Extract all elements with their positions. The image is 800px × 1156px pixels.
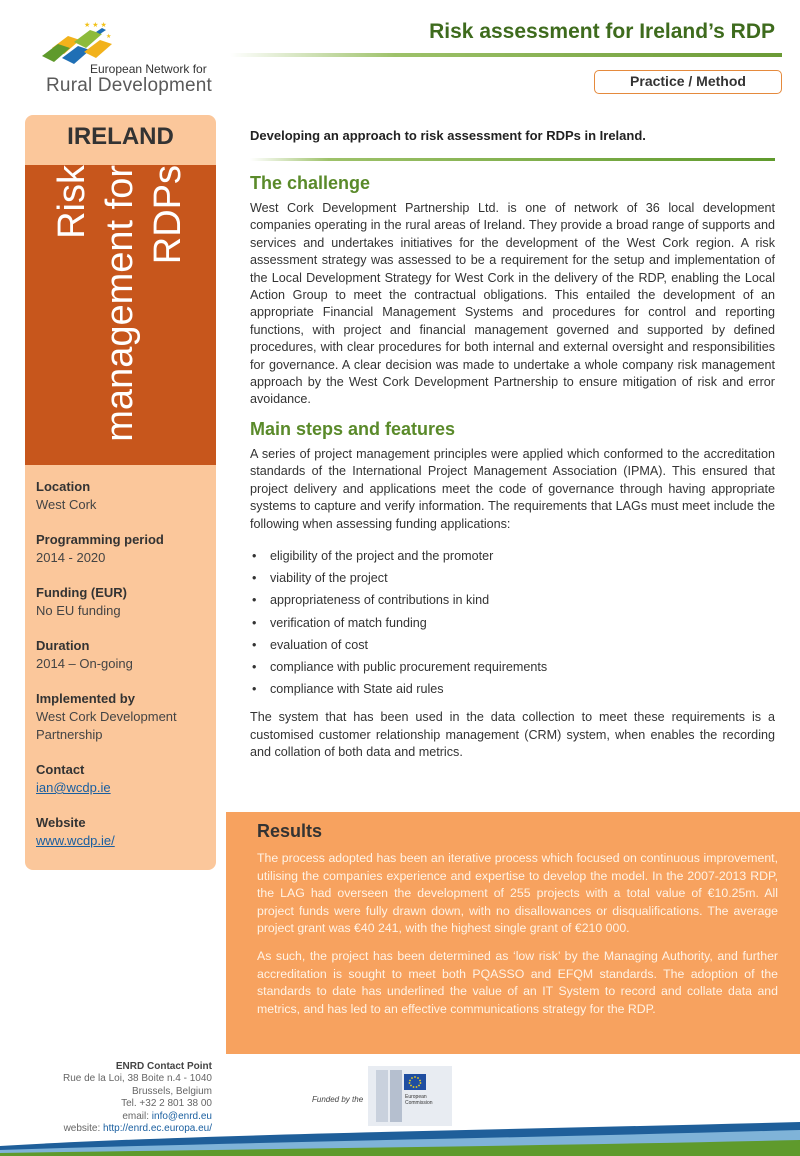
results-box (226, 812, 800, 1054)
fact-value: West Cork (36, 497, 97, 512)
ec-text-line2: Commission (405, 1100, 433, 1106)
results-paragraph: As such, the project has been determined as ‘low risk’ by the Managing Authority, and further accreditation is sought to meet both PQASSO and EFQM standards. The adoption of the standards to date has underlined the value of an IT System to record and collate data and metrics, and has led to an effective communications strategy for the RDP. (257, 948, 778, 1016)
contact-heading: ENRD Contact Point (115, 1061, 212, 1072)
fact-duration (36, 637, 211, 673)
address-line: Rue de la Loi, 38 Boite n.4 - 1040 (63, 1073, 212, 1085)
fact-label: Duration (36, 638, 90, 653)
svg-text:★ ★ ★: ★ ★ ★ (84, 22, 107, 29)
intro-divider (250, 158, 775, 161)
fact-label: Programming period (36, 532, 164, 547)
email-label: email: (122, 1110, 150, 1122)
fact-location (36, 478, 211, 514)
website-label: website: (63, 1123, 101, 1135)
fact-value: No EU funding (36, 603, 121, 618)
footer-wave-decoration (0, 1116, 800, 1156)
enrd-logo-icon (40, 18, 120, 68)
results-paragraph: The process adopted has been an iterative process which focused on continuous improvement, utilising the companies experience and expertise to develop the model. In the 2007-2013 RDP, the LAG had overseen the development of 255 projects with a total value of €10.25m. All project funds were fully drawn down, with no disallowances or disqualifications. The average project grant was €40 241, with the highest single grant of €210 000. (257, 851, 778, 936)
phone-number: Tel. +32 2 801 38 00 (121, 1098, 212, 1110)
contact-email-link[interactable]: ian@wcdp.ie (36, 780, 111, 795)
challenge-heading: The challenge (250, 173, 371, 193)
project-facts (36, 478, 211, 867)
challenge-text: West Cork Development Partnership Ltd. is one of network of 36 local development companies operating in the rural areas of Ireland. They provide a broad range of supports and services and undertakes initiatives for the development of the West Cork region. A risk assessment strategy was assessed to be a requirement for the setup and implementation of the Local Development Strategy for West Cork in the delivery of the RDP, enabling the Local Action Group to meet the contractual obligations. This entailed the development of an appropriate Financial Management Systems and procedures for control and reporting functions, with project and financial management governed and supported by defined procedures, with clear procedures for both internal and external oversight and responsibilities for governance. A clear decision was made to undertake a whole company risk management approach by the West Cork Development Partnership to ensure mitigation of risk and error avoidance. (250, 201, 775, 407)
main-content (250, 128, 775, 762)
list-item: • evaluation of cost (250, 634, 775, 656)
list-item: • verification of match funding (250, 612, 775, 634)
fact-label: Location (36, 479, 91, 494)
fact-label: Contact (36, 762, 85, 777)
list-item: • compliance with State aid rules (250, 678, 775, 700)
list-item: • eligibility of the project and the promoter (250, 545, 775, 567)
sidebar (25, 115, 216, 870)
footer-website-link[interactable]: http://enrd.ec.europa.eu/ (103, 1123, 212, 1135)
fact-funding (36, 584, 211, 620)
country-label: IRELAND (67, 123, 174, 150)
steps-text: A series of project management principles were applied which conformed to the accreditation standards of the International Project Management Association (IPMA). This ensured that project delivery and applications meet the code of governance through having appropriate systems to capture and verify information. The requirements that LAGs must meet include the following when assessing funding applications: (250, 446, 775, 531)
ec-text-line1: European (405, 1094, 427, 1100)
list-item: • viability of the project (250, 567, 775, 589)
results-body (257, 850, 778, 1028)
website-link[interactable]: www.wcdp.ie/ (36, 833, 115, 848)
logo-text-line2: Rural Development (46, 75, 213, 96)
list-item: • compliance with public procurement requirements (250, 656, 775, 678)
steps-heading: Main steps and features (250, 418, 456, 439)
theme-banner (25, 165, 216, 465)
funded-by-label: Funded by the (312, 1095, 364, 1104)
requirements-list (250, 545, 775, 700)
address-line: Brussels, Belgium (131, 1085, 212, 1097)
fact-value: 2014 – On-going (36, 656, 133, 671)
page-title: Risk assessment for Ireland’s RDP (429, 20, 775, 43)
list-item: • appropriateness of contributions in kind (250, 589, 775, 611)
email-link[interactable]: info@enrd.eu (151, 1110, 212, 1122)
fact-value: 2014 - 2020 (36, 550, 106, 565)
fact-implemented-by (36, 690, 211, 744)
intro-summary: Developing an approach to risk assessment for RDPs in Ireland. (250, 128, 646, 143)
svg-text:★: ★ (106, 34, 112, 40)
fact-label: Website (36, 815, 86, 830)
enrd-logo (30, 18, 213, 98)
fact-contact (36, 761, 211, 797)
results-heading: Results (257, 821, 323, 841)
steps-conclusion: The system that has been used in the data collection to meet these requirements is a customised customer relationship management (CRM) system, when enables the recording and collation of both data and metrics. (250, 710, 775, 760)
fact-label: Implemented by (36, 691, 135, 706)
title-divider (230, 53, 782, 57)
theme-title: Risk management for RDPs (51, 165, 189, 442)
fact-label: Funding (EUR) (36, 585, 127, 600)
fact-value: West Cork Development Partnership (36, 709, 177, 742)
logo-text-line1: European Network for (90, 62, 207, 76)
fact-programming-period (36, 531, 211, 567)
fact-website (36, 814, 211, 850)
category-badge: Practice / Method (594, 70, 782, 94)
